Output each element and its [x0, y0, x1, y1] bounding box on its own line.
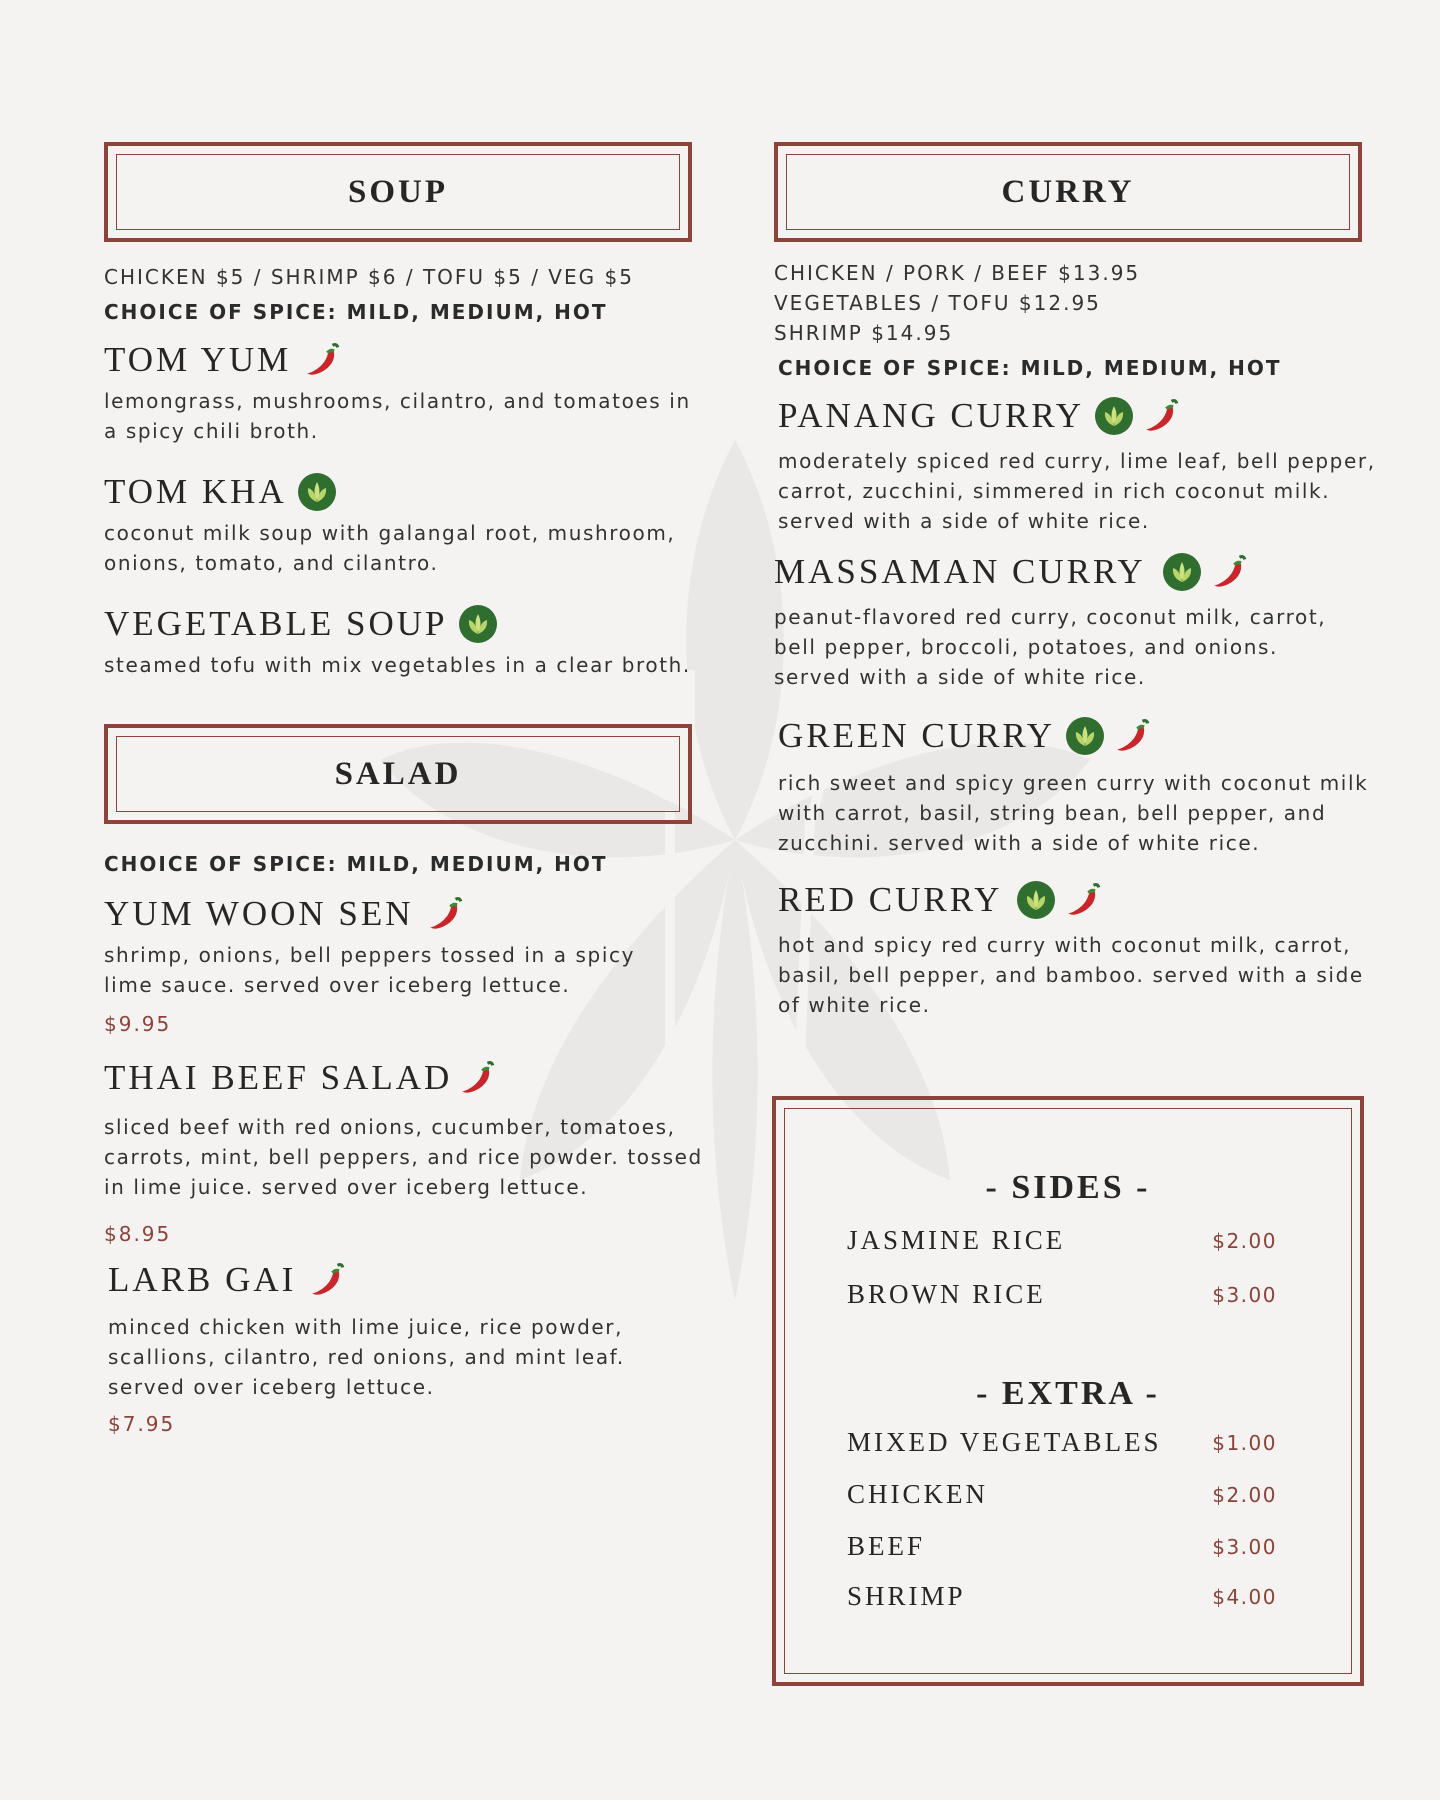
menu-item-massaman-curry [774, 550, 1394, 692]
left-column [104, 142, 703, 1476]
curry-spice-choice: CHOICE OF SPICE: MILD, MEDIUM, HOT [778, 356, 1282, 380]
chili-icon [456, 1057, 498, 1099]
menu-item-tom-yum [104, 338, 724, 446]
item-name: LARB GAI [108, 1260, 297, 1299]
item-name: GREEN CURRY [778, 716, 1056, 755]
item-description: lemongrass, mushrooms, cilantro, and tomatoes in a spicy chili broth. [104, 389, 691, 443]
leaf-icon [297, 472, 337, 512]
extra-row [847, 1479, 1277, 1510]
item-name: TOM KHA [104, 472, 287, 511]
leaf-icon [1065, 716, 1105, 756]
item-name: THAI BEEF SALAD [104, 1058, 453, 1097]
extra-price: $4.00 [1212, 1584, 1277, 1609]
side-price: $3.00 [1212, 1282, 1277, 1307]
item-description: coconut milk soup with galangal root, mushroom, onions, tomato, and cilantro. [104, 521, 676, 575]
extra-name: BEEF [847, 1531, 926, 1561]
item-description: steamed tofu with mix vegetables in a clear broth. [104, 653, 691, 677]
salad-header [104, 724, 692, 824]
item-description: minced chicken with lime juice, rice powder, scallions, cilantro, red onions, and mint leaf. served over iceberg lettuce. [108, 1315, 625, 1399]
extra-price: $3.00 [1212, 1534, 1277, 1559]
item-description: peanut-flavored red curry, coconut milk, carrot, bell pepper, broccoli, potatoes, and onions. served with a side of white rice. [774, 605, 1327, 689]
leaf-icon [458, 604, 498, 644]
chili-icon [1140, 395, 1182, 437]
item-description: hot and spicy red curry with coconut milk, carrot, basil, bell pepper, and bamboo. served with a side of white rice. [778, 933, 1364, 1017]
curry-header [774, 142, 1362, 242]
leaf-icon [1016, 880, 1056, 920]
chili-icon [1208, 551, 1250, 593]
item-name: RED CURRY [778, 880, 1003, 919]
chili-icon [1111, 715, 1153, 757]
chili-icon [1062, 879, 1104, 921]
menu-item-thai-beef-salad [104, 1056, 724, 1246]
curry-price-line: SHRIMP $14.95 [774, 321, 954, 345]
item-description: rich sweet and spicy green curry with coconut milk with carrot, basil, string bean, bell pepper, and zucchini. served with a side of white rice. [778, 771, 1369, 855]
extra-name: MIXED VEGETABLES [847, 1427, 1162, 1457]
menu-item-red-curry [778, 878, 1398, 1020]
chili-icon [424, 893, 466, 935]
sides-heading: - SIDES - [985, 1169, 1151, 1206]
menu-item-tom-kha [104, 470, 724, 578]
item-name: TOM YUM [104, 340, 292, 379]
extra-name: SHRIMP [847, 1581, 966, 1611]
side-price: $2.00 [1212, 1228, 1277, 1253]
side-row [847, 1279, 1277, 1310]
curry-prices [774, 258, 1362, 348]
item-price: $8.95 [104, 1222, 172, 1246]
soup-header [104, 142, 692, 242]
curry-heading: CURRY [786, 154, 1350, 230]
extra-price: $1.00 [1212, 1430, 1277, 1455]
leaf-icon [1162, 552, 1202, 592]
item-name: YUM WOON SEN [104, 894, 414, 933]
salad-heading: SALAD [116, 736, 680, 812]
extra-name: CHICKEN [847, 1479, 988, 1509]
side-row [847, 1225, 1277, 1256]
menu-item-yum-woon-sen [104, 892, 724, 1036]
right-column [774, 142, 1376, 1020]
extra-row [847, 1531, 1277, 1562]
sides-extra-box [772, 1096, 1364, 1686]
extra-price: $2.00 [1212, 1482, 1277, 1507]
leaf-icon [1094, 396, 1134, 436]
curry-price-line: CHICKEN / PORK / BEEF $13.95 [774, 261, 1141, 285]
item-description: shrimp, onions, bell peppers tossed in a spicy lime sauce. served over iceberg lettuce. [104, 943, 636, 997]
item-name: MASSAMAN CURRY [774, 552, 1146, 591]
side-name: JASMINE RICE [847, 1225, 1066, 1255]
soup-spice-choice: CHOICE OF SPICE: MILD, MEDIUM, HOT [104, 300, 608, 324]
item-price: $9.95 [104, 1012, 172, 1036]
soup-heading: SOUP [116, 154, 680, 230]
menu-item-panang-curry [778, 394, 1398, 536]
item-name: PANANG CURRY [778, 396, 1085, 435]
item-name: VEGETABLE SOUP [104, 604, 448, 643]
extra-heading: - EXTRA - [976, 1375, 1160, 1412]
menu-item-green-curry [778, 714, 1398, 858]
side-name: BROWN RICE [847, 1279, 1046, 1309]
extra-row [847, 1581, 1277, 1612]
curry-price-line: VEGETABLES / TOFU $12.95 [774, 291, 1101, 315]
chili-icon [301, 339, 343, 381]
item-price: $7.95 [108, 1412, 176, 1436]
item-description: moderately spiced red curry, lime leaf, bell pepper, carrot, zucchini, simmered in rich coconut milk. served with a side of white rice. [778, 449, 1376, 533]
extra-row [847, 1427, 1277, 1458]
item-description: sliced beef with red onions, cucumber, tomatoes, carrots, mint, bell peppers, and rice powder. tossed in lime juice. served over iceberg lettuce. [104, 1115, 703, 1199]
soup-prices: CHICKEN $5 / SHRIMP $6 / TOFU $5 / VEG $5 [104, 265, 634, 289]
salad-spice-choice: CHOICE OF SPICE: MILD, MEDIUM, HOT [104, 852, 608, 876]
chili-icon [306, 1259, 348, 1301]
menu-item-vegetable-soup [104, 602, 724, 680]
menu-item-larb-gai [108, 1258, 728, 1436]
